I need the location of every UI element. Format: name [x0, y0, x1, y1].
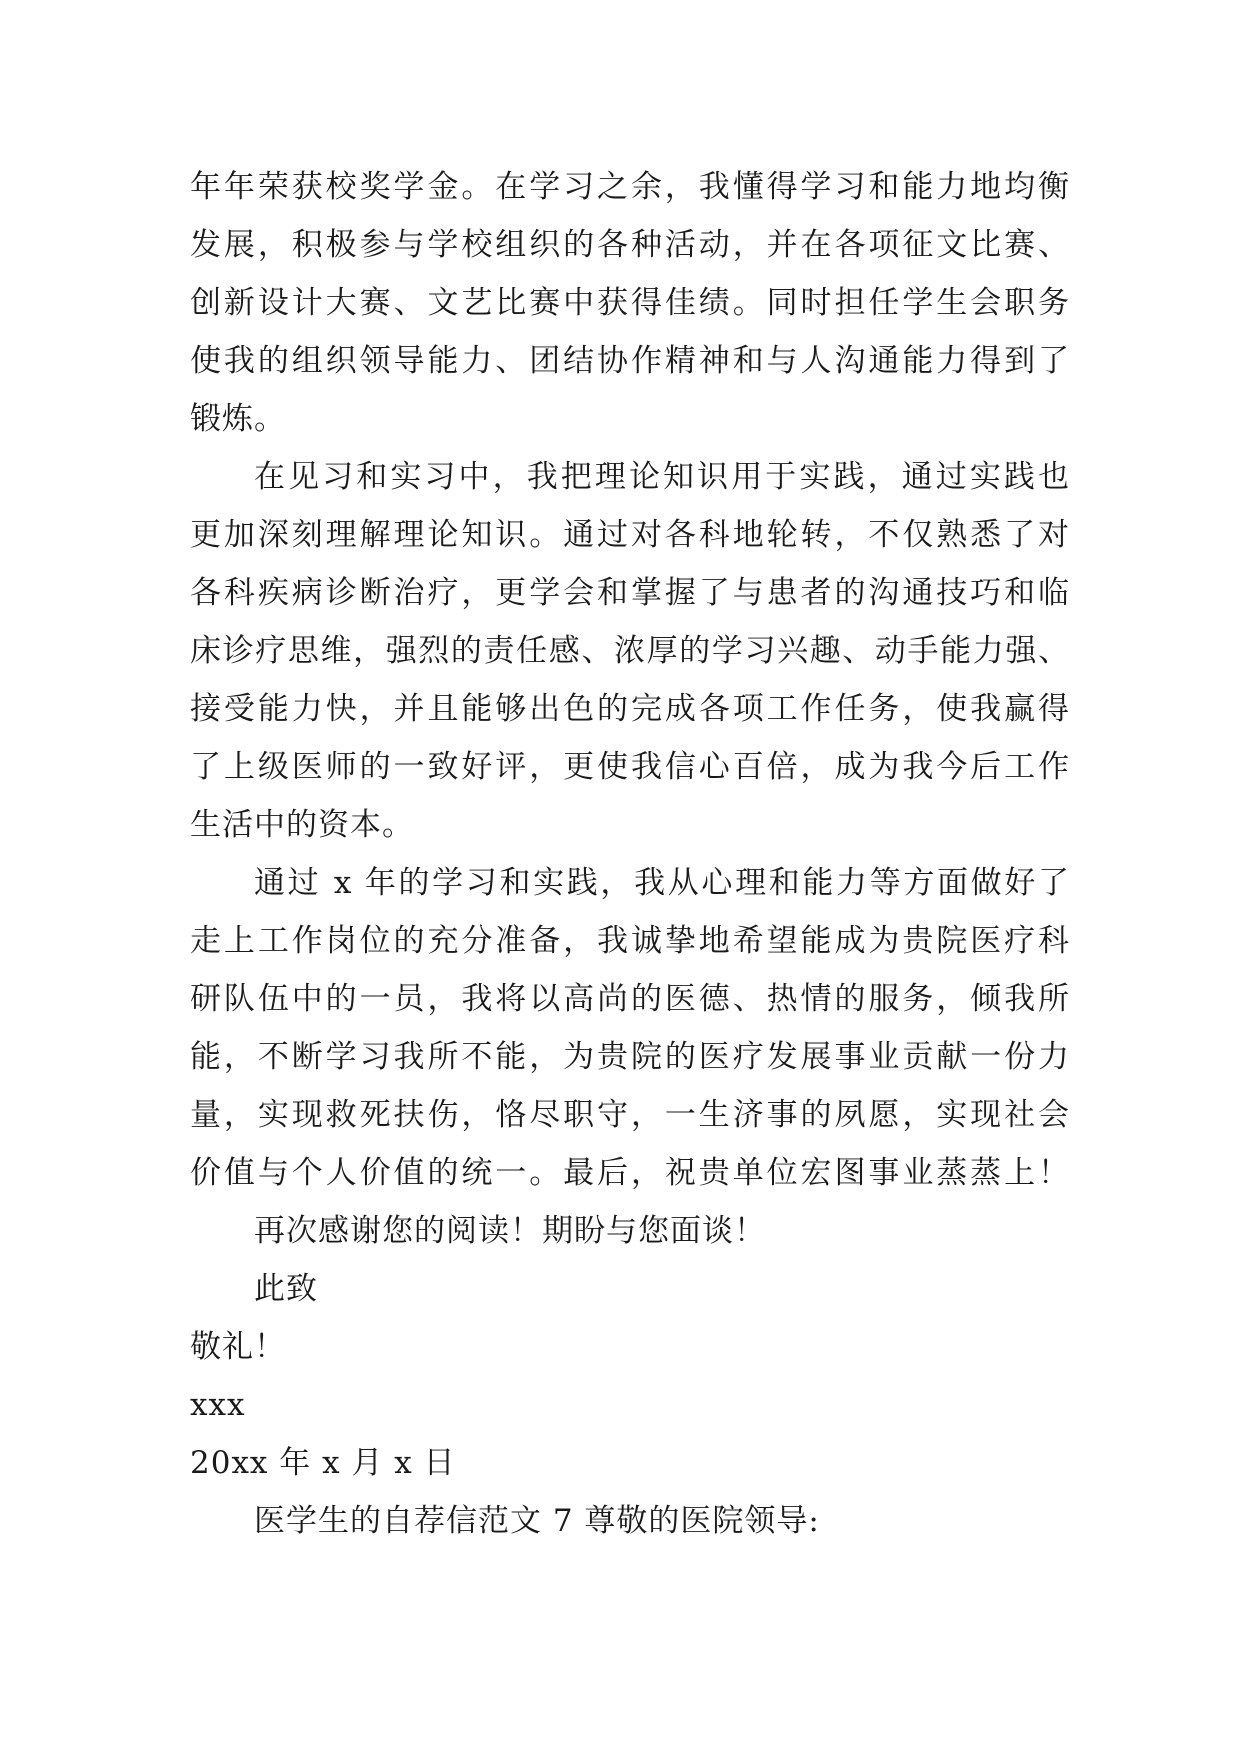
paragraph-line: 发展，积极参与学校组织的各种活动，并在各项征文比赛、	[190, 227, 1070, 263]
paragraph-line: 各科疾病诊断治疗，更学会和掌握了与患者的沟通技巧和临	[190, 575, 1070, 611]
paragraph-line: 量，实现救死扶伤，恪尽职守，一生济事的夙愿，实现社会	[190, 1097, 1070, 1133]
closing-thanks: 再次感谢您的阅读！期盼与您面谈！	[254, 1213, 766, 1249]
paragraph-line: 在见习和实习中，我把理论知识用于实践，通过实践也	[254, 459, 1070, 495]
closing-salutation: 此致	[254, 1271, 318, 1307]
paragraph-line: 能，不断学习我所不能，为贵院的医疗发展事业贡献一份力	[190, 1039, 1070, 1075]
paragraph-line: 更加深刻理解理论知识。通过对各科地轮转，不仅熟悉了对	[190, 517, 1070, 553]
paragraph-line: 锻炼。	[190, 401, 286, 437]
closing-regards: 敬礼！	[190, 1329, 286, 1365]
paragraph-line: 年年荣获校奖学金。在学习之余，我懂得学习和能力地均衡	[190, 169, 1070, 205]
paragraph-line: 创新设计大赛、文艺比赛中获得佳绩。同时担任学生会职务	[190, 285, 1070, 321]
paragraph-line: 价值与个人价值的统一。最后，祝贵单位宏图事业蒸蒸上！	[190, 1155, 1070, 1191]
paragraph-line: 走上工作岗位的充分准备，我诚挚地希望能成为贵院医疗科	[190, 923, 1070, 959]
next-section-heading: 医学生的自荐信范文 7 尊敬的医院领导:	[254, 1503, 820, 1539]
paragraph-line: 接受能力快，并且能够出色的完成各项工作任务，使我赢得	[190, 691, 1070, 727]
paragraph-line: 生活中的资本。	[190, 807, 414, 843]
paragraph-line: 床诊疗思维，强烈的责任感、浓厚的学习兴趣、动手能力强、	[190, 633, 1070, 669]
letter-body	[190, 158, 1070, 1550]
paragraph-line: 使我的组织领导能力、团结协作精神和与人沟通能力得到了	[190, 343, 1070, 379]
paragraph-line: 了上级医师的一致好评，更使我信心百倍，成为我今后工作	[190, 749, 1070, 785]
paragraph-line: 通过 x 年的学习和实践，我从心理和能力等方面做好了	[254, 865, 1070, 901]
signature-name: xxx	[190, 1387, 246, 1423]
paragraph-line: 研队伍中的一员，我将以高尚的医德、热情的服务，倾我所	[190, 981, 1070, 1017]
signature-date: 20xx 年 x 月 x 日	[190, 1445, 456, 1481]
